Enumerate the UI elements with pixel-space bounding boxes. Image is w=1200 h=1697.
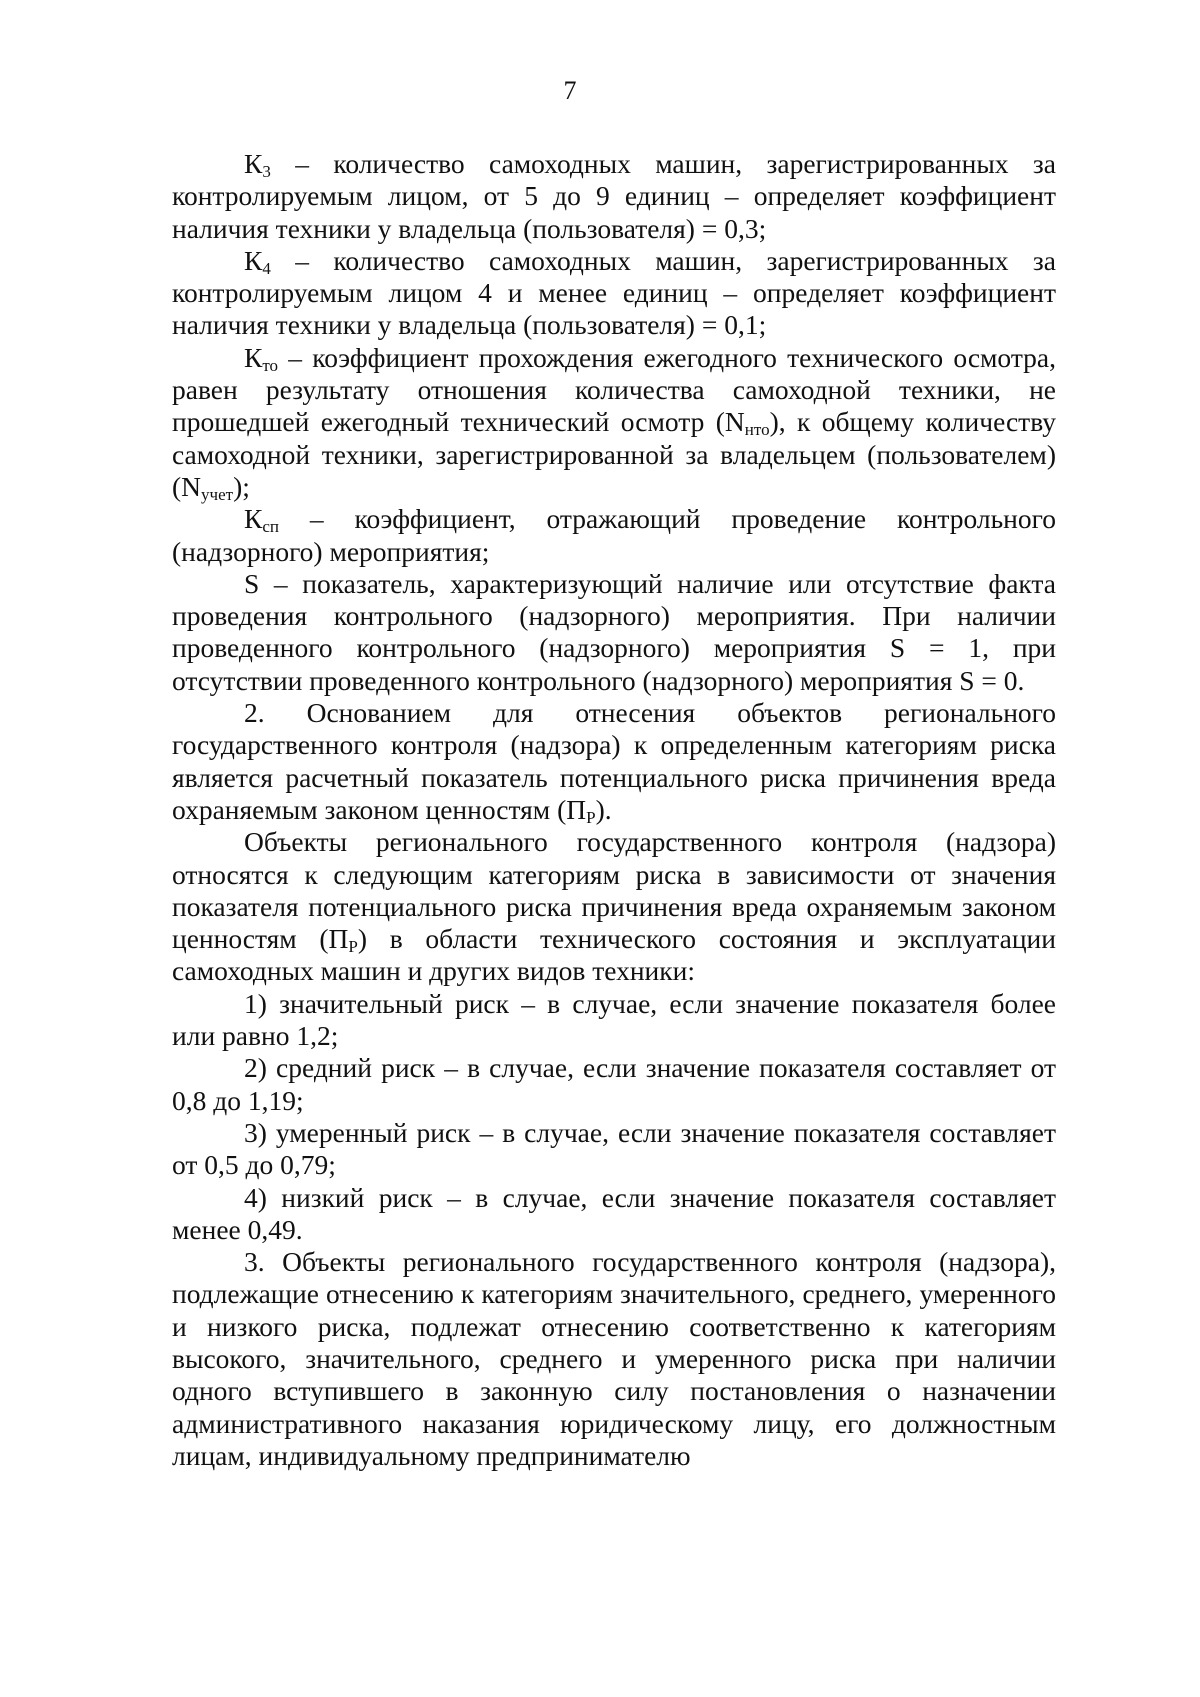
text-run: – коэффициент прохождения ежегодного технического осмотра, равен результату отношения количества самоходной техники, не прошедшей ежегодный технический осмотр (N <box>172 341 1056 438</box>
text-run: 3) умеренный риск – в случае, если значение показателя составляет от 0,5 до 0,79; <box>172 1116 1056 1181</box>
paragraph <box>172 1117 1056 1182</box>
paragraph <box>172 988 1056 1053</box>
subscript: Р <box>586 807 596 827</box>
paragraph <box>172 503 1056 568</box>
text-run: К <box>244 503 263 535</box>
text-run: 1) значительный риск – в случае, если значение показателя более или равно 1,2; <box>172 987 1056 1052</box>
paragraph <box>172 342 1056 503</box>
subscript: 4 <box>262 258 271 278</box>
paragraph <box>172 245 1056 342</box>
paragraph <box>172 1052 1056 1117</box>
text-run: ), к общему количеству самоходной техники, зарегистрированной за владельцем (пользователем) (N <box>172 406 1056 502</box>
text-run: 2. Основанием для отнесения объектов регионального государственного контроля (надзора) к определенным категориям риска является расчетный показатель потенциального риска причинения вреда охраняемым законом ценностям (П <box>172 697 1056 825</box>
paragraph <box>172 568 1056 697</box>
paragraph <box>172 148 1056 245</box>
subscript: Р <box>348 937 358 957</box>
text-run: – количество самоходных машин, зарегистрированных за контролируемым лицом, от 5 до 9 единиц – определяет коэффициент наличия техники у владельца (пользователя) = 0,3; <box>172 148 1056 244</box>
paragraph <box>172 1182 1056 1247</box>
subscript: то <box>262 355 279 375</box>
text-run: 3. Объекты регионального государственного контроля (надзора), подлежащие отнесению к категориям значительного, среднего, умеренного и низкого риска, подлежат отнесению соответственно к категориям высокого, значительного, среднего и умеренного риска при наличии одного вступившего в законную силу постановления о назначении административного наказания юридическому лицу, его должностным лицам, индивидуальному предпринимателю <box>172 1246 1056 1471</box>
text-run: К <box>244 341 263 373</box>
text-run: 4) низкий риск – в случае, если значение показателя составляет менее 0,49. <box>172 1181 1056 1245</box>
subscript: сп <box>262 517 279 537</box>
paragraph <box>172 1246 1056 1472</box>
text-run: ). <box>595 793 612 825</box>
text-run: Объекты регионального государственного контроля (надзора) относятся к следующим категориям риска в зависимости от значения показателя потенциального риска причинения вреда охраняемым законом ценностям (П <box>172 826 1056 955</box>
paragraph <box>172 697 1056 826</box>
text-run: 2) средний риск – в случае, если значение показателя составляет от 0,8 до 1,19; <box>172 1052 1056 1116</box>
subscript: 3 <box>262 162 271 181</box>
text-run: – коэффициент, отражающий проведение контрольного (надзорного) мероприятия; <box>172 503 1056 567</box>
text-run: S – показатель, характеризующий наличие или отсутствие факта проведения контрольного (надзорного) мероприятия. При наличии проведенного контрольного (надзорного) мероприятия S = 1, при отсутствии проведенного контрольного (надзорного) мероприятия S = 0. <box>172 567 1056 696</box>
text-run: К <box>244 148 263 179</box>
subscript: нто <box>744 420 770 440</box>
document-body <box>172 148 1056 1472</box>
text-run: ); <box>233 470 250 502</box>
text-run: ) в области технического состояния и эксплуатации самоходных машин и других видов техники: <box>172 923 1056 987</box>
page-number: 7 <box>563 76 577 105</box>
text-run: К <box>244 244 263 276</box>
text-run: – количество самоходных машин, зарегистрированных за контролируемым лицом 4 и менее единиц – определяет коэффициент наличия техники у владельца (пользователя) = 0,1; <box>172 244 1056 341</box>
paragraph <box>172 826 1056 987</box>
subscript: учет <box>201 484 234 504</box>
